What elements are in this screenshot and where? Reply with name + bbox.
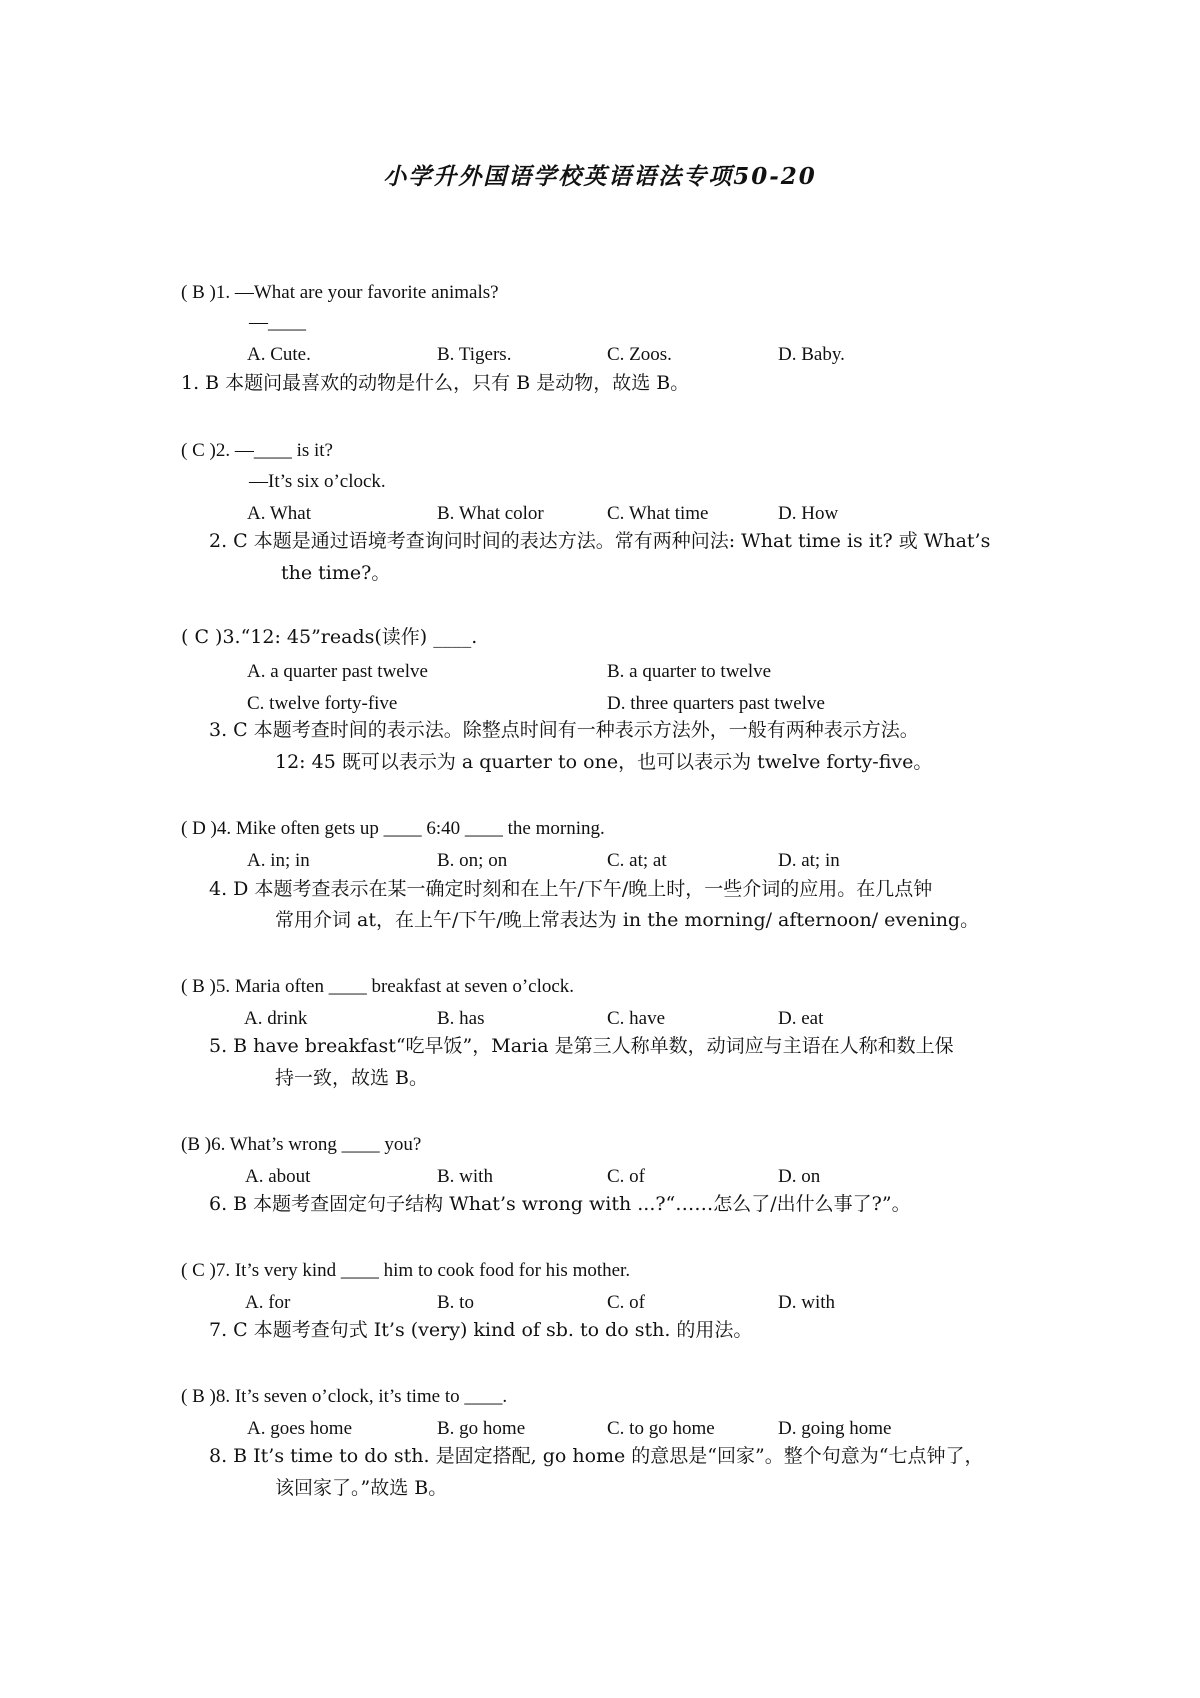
option-b: B. on; on xyxy=(437,850,508,871)
option-c: C. What time xyxy=(607,503,709,524)
answer-explanation-cont: the time?。 xyxy=(281,562,391,584)
option-d: D. at; in xyxy=(778,850,840,871)
answer-explanation: 1. B 本题问最喜欢的动物是什么，只有 B 是动物，故选 B。 xyxy=(181,372,690,394)
answer-explanation-cont: 常用介词 at，在上午/下午/晚上常表达为 in the morning/ afternoon/ evening。 xyxy=(275,909,980,931)
question-stem: ( B )8. It’s seven o’clock, it’s time to ____. xyxy=(181,1386,508,1407)
answer-explanation: 7. C 本题考查句式 It’s (very) kind of sb. to do sth. 的用法。 xyxy=(209,1319,753,1341)
option-a: A. drink xyxy=(244,1008,308,1029)
option-b: B. Tigers. xyxy=(437,344,512,365)
answer-explanation: 4. D 本题考查表示在某一确定时刻和在上午/下午/晚上时，一些介词的应用。在几点钟 xyxy=(209,878,933,900)
option-d: D. eat xyxy=(778,1008,824,1029)
question-stem: ( C )7. It’s very kind ____ him to cook food for his mother. xyxy=(181,1260,631,1281)
answer-explanation: 3. C 本题考查时间的表示法。除整点时间有一种表示方法外，一般有两种表示方法。 xyxy=(209,719,919,741)
option-b: B. a quarter to twelve xyxy=(607,661,772,682)
option-d: D. Baby. xyxy=(778,344,845,365)
option-a: A. goes home xyxy=(247,1418,353,1439)
answer-explanation: 5. B have breakfast“吃早饭”，Maria 是第三人称单数，动词应与主语在人称和数上保 xyxy=(209,1035,954,1057)
answer-explanation: 8. B It’s time to do sth. 是固定搭配, go home 的意思是“回家”。整个句意为“七点钟了， xyxy=(209,1445,984,1467)
option-c: C. at; at xyxy=(607,850,667,871)
answer-explanation-cont: 该回家了。”故选 B。 xyxy=(275,1477,448,1499)
answer-explanation-cont: 持一致，故选 B。 xyxy=(275,1067,429,1089)
option-d: D. with xyxy=(778,1292,835,1313)
question-stem: ( B )5. Maria often ____ breakfast at seven o’clock. xyxy=(181,976,575,997)
option-d: D. on xyxy=(778,1166,821,1187)
page-title: 小学升外国语学校英语语法专项50-20 xyxy=(383,163,817,190)
option-c: C. have xyxy=(607,1008,666,1029)
option-c: C. Zoos. xyxy=(607,344,672,365)
option-a: A. in; in xyxy=(247,850,310,871)
option-b: B. with xyxy=(437,1166,493,1187)
option-d: D. How xyxy=(778,503,839,524)
question-reply: —____ xyxy=(249,312,306,333)
question-stem: ( B )1. —What are your favorite animals? xyxy=(181,282,499,303)
question-stem: ( C )3.“12: 45”reads(读作) ____. xyxy=(181,626,478,648)
answer-explanation: 6. B 本题考查固定句子结构 What’s wrong with ...?“……怎么了/出什么事了?”。 xyxy=(209,1193,911,1215)
option-a: A. What xyxy=(247,503,312,524)
option-c: C. twelve forty-five xyxy=(247,693,398,714)
option-a: A. a quarter past twelve xyxy=(247,661,428,682)
option-a: A. for xyxy=(245,1292,291,1313)
option-d: D. going home xyxy=(778,1418,892,1439)
answer-explanation: 2. C 本题是通过语境考查询问时间的表达方法。常有两种问法: What time is it? 或 What’s xyxy=(209,530,991,552)
option-b: B. What color xyxy=(437,503,544,524)
option-b: B. has xyxy=(437,1008,485,1029)
option-c: C. to go home xyxy=(607,1418,715,1439)
question-stem: ( C )2. —____ is it? xyxy=(181,440,333,461)
answer-explanation-cont: 12: 45 既可以表示为 a quarter to one，也可以表示为 twelve forty-five。 xyxy=(275,751,933,773)
option-a: A. Cute. xyxy=(247,344,311,365)
question-stem: (B )6. What’s wrong ____ you? xyxy=(181,1134,422,1155)
option-b: B. go home xyxy=(437,1418,526,1439)
question-reply: —It’s six o’clock. xyxy=(249,471,386,492)
option-c: C. of xyxy=(607,1166,645,1187)
option-c: C. of xyxy=(607,1292,645,1313)
question-stem: ( D )4. Mike often gets up ____ 6:40 ____ the morning. xyxy=(181,818,605,839)
option-d: D. three quarters past twelve xyxy=(607,693,825,714)
option-a: A. about xyxy=(245,1166,311,1187)
option-b: B. to xyxy=(437,1292,474,1313)
